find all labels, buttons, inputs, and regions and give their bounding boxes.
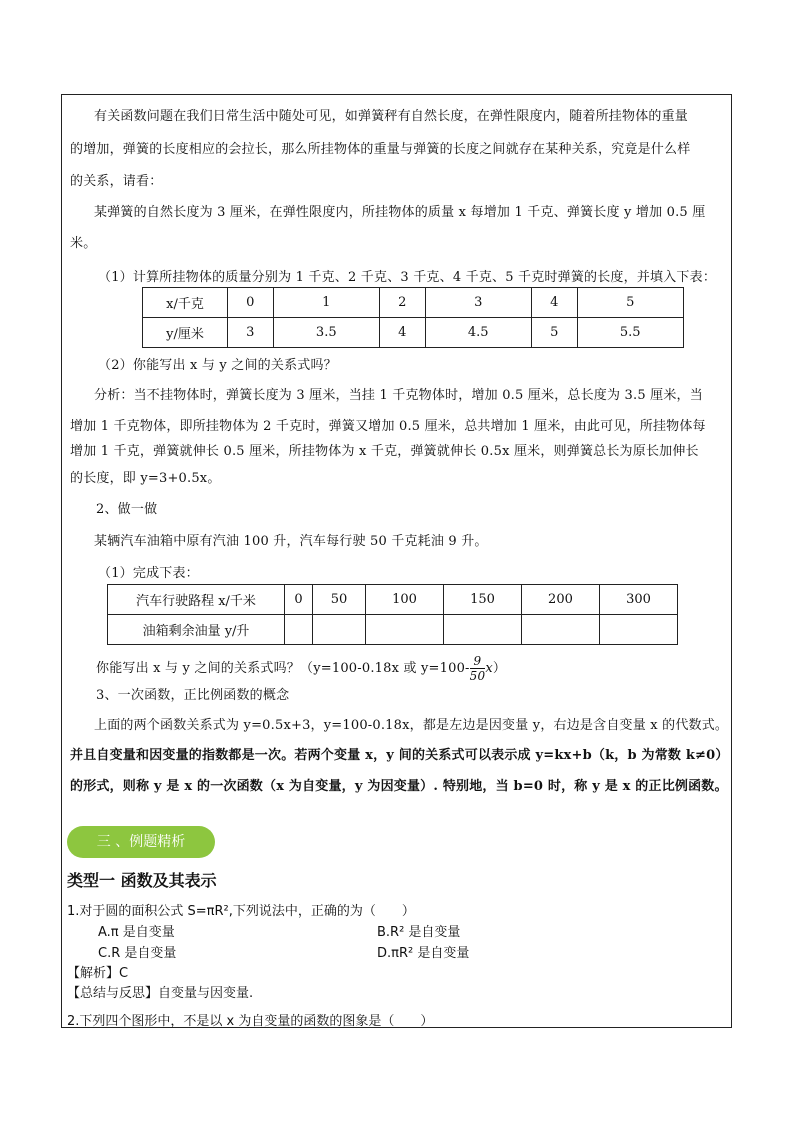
fraction <box>470 654 486 683</box>
table-row <box>108 615 678 645</box>
question-2-stem: 2.下列四个图形中，不是以 x 为自变量的函数的图象是（ ） <box>67 1014 434 1029</box>
table-cell: 汽车行驶路程 x/千米 <box>108 585 285 615</box>
option-d: D.πR² 是自变量 <box>377 946 470 961</box>
option-c: C.R 是自变量 <box>98 946 177 961</box>
relation-question <box>96 654 751 683</box>
table-cell <box>521 615 599 645</box>
para-line: 的增加，弹簧的长度相应的会拉长，那么所挂物体的重量与弹簧的长度之间就存在某种关系，究竟是什么样 <box>70 142 691 157</box>
task-2-text: （2）你能写出 x 与 y 之间的关系式吗？ <box>98 358 337 373</box>
para-line: 的形式，则称 y 是 x 的一次函数（x 为自变量，y 为因变量）. 特别地，当 b=0 时，称 y 是 x 的正比例函数。 <box>70 779 728 794</box>
table-cell: 5.5 <box>577 318 683 348</box>
fraction-denominator: 50 <box>469 669 486 683</box>
table-cell <box>366 615 444 645</box>
fraction-numerator: 9 <box>470 654 486 669</box>
task-text: （1）完成下表： <box>98 566 199 581</box>
para-line: 上面的两个函数关系式为 y=0.5x+3，y=100-0.18x，都是左边是因变量 y，右边是含自变量 x 的代数式。 <box>94 718 729 733</box>
table-cell: 100 <box>366 585 444 615</box>
table-cell: 300 <box>599 585 677 615</box>
table-cell <box>285 615 313 645</box>
table-row <box>143 288 684 318</box>
table-cell: 4.5 <box>425 318 531 348</box>
para-line: 增加 1 千克物体，即所挂物体为 2 千克时，弹簧又增加 0.5 厘米，总共增加 1 厘米，由此可见，所挂物体每 <box>70 419 706 434</box>
question-1-stem: 1.对于圆的面积公式 S=πR²,下列说法中，正确的为（ ） <box>67 904 415 919</box>
spring-table <box>142 287 684 348</box>
para-line: 有关函数问题在我们日常生活中随处可见，如弹簧秤有自然长度，在弹性限度内，随着所挂物体的重量 <box>94 109 689 124</box>
summary-line <box>67 982 253 1001</box>
table-cell: 0 <box>285 585 313 615</box>
closing-paren: ） <box>492 661 507 676</box>
table-cell: 4 <box>379 318 425 348</box>
task-1-text: （1）计算所挂物体的质量分别为 1 千克、2 千克、3 千克、4 千克、5 千克时弹簧的长度，并填入下表： <box>98 270 717 285</box>
table-cell: 5 <box>531 318 577 348</box>
table-row <box>143 318 684 348</box>
section-heading: 类型一 函数及其表示 <box>67 871 217 890</box>
table-cell: 2 <box>379 288 425 318</box>
para-line: 的关系，请看： <box>70 174 163 189</box>
table-cell: 50 <box>313 585 366 615</box>
answer-value: C <box>119 966 129 981</box>
option-b: B.R² 是自变量 <box>377 925 461 940</box>
table-cell: 4 <box>531 288 577 318</box>
table-cell: 150 <box>443 585 521 615</box>
summary-text: 自变量与因变量. <box>158 986 254 1001</box>
table-cell: y/厘米 <box>143 318 228 348</box>
table-cell: 0 <box>228 288 274 318</box>
para-line: 某弹簧的自然长度为 3 厘米，在弹性限度内，所挂物体的质量 x 每增加 1 千克、弹簧长度 y 增加 0.5 厘 <box>94 205 706 220</box>
option-a: A.π 是自变量 <box>98 925 175 940</box>
para-line: 的长度，即 y=3+0.5x。 <box>70 471 221 486</box>
table-cell: 3 <box>228 318 274 348</box>
table-cell: x/千克 <box>143 288 228 318</box>
table-cell <box>313 615 366 645</box>
summary-label: 【总结与反思】 <box>67 986 159 1001</box>
table-cell: 油箱剩余油量 y/升 <box>108 615 285 645</box>
para-line: 米。 <box>70 236 97 251</box>
subheading: 3、一次函数，正比例函数的概念 <box>96 688 290 703</box>
table-cell <box>599 615 677 645</box>
relation-text: 你能写出 x 与 y 之间的关系式吗？（y=100-0.18x 或 y=100- <box>96 661 470 676</box>
table-cell: 1 <box>273 288 379 318</box>
answer-label: 【解析】 <box>67 966 120 981</box>
table-cell: 3 <box>425 288 531 318</box>
variable-x: x <box>485 661 493 676</box>
answer-line <box>67 962 128 981</box>
para-line: 增加 1 千克，弹簧就伸长 0.5 厘米，所挂物体为 x 千克，弹簧就伸长 0.5x 厘米，则弹簧总长为原长加伸长 <box>70 444 699 459</box>
table-cell: 5 <box>577 288 683 318</box>
table-cell: 3.5 <box>273 318 379 348</box>
section-tab: 三 、例题精析 <box>67 826 215 858</box>
para-line: 并且自变量和因变量的指数都是一次。若两个变量 x，y 间的关系式可以表示成 y=kx+b（k，b 为常数 k≠0） <box>70 748 729 763</box>
table-cell: 200 <box>521 585 599 615</box>
fuel-table <box>107 584 678 645</box>
subheading: 2、做一做 <box>96 502 158 517</box>
para-line: 分析：当不挂物体时，弹簧长度为 3 厘米，当挂 1 千克物体时，增加 0.5 厘米，总长度为 3.5 厘米，当 <box>94 388 703 403</box>
para-line: 某辆汽车油箱中原有汽油 100 升，汽车每行驶 50 千克耗油 9 升。 <box>94 534 488 549</box>
table-row <box>108 585 678 615</box>
table-cell <box>443 615 521 645</box>
